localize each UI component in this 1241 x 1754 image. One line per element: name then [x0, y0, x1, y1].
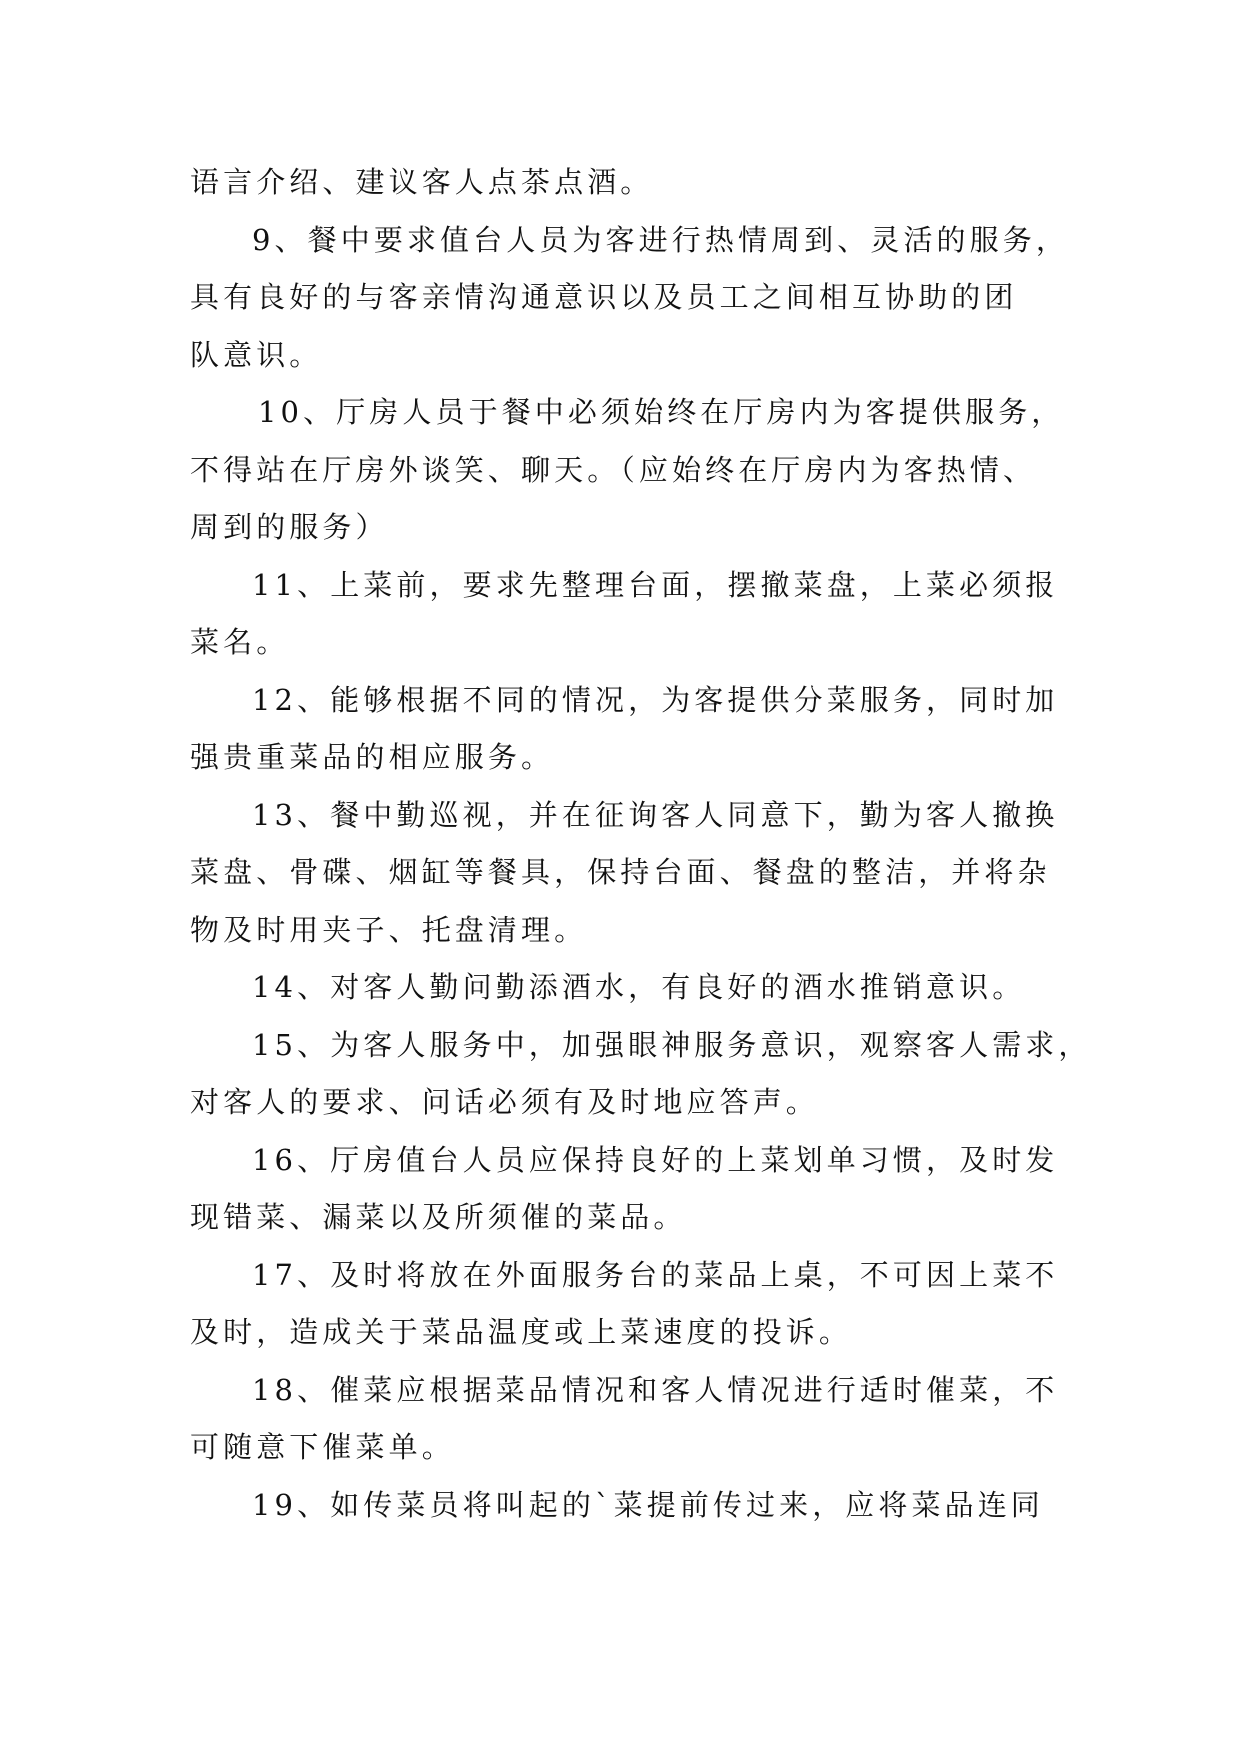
paragraph-item-10 [190, 384, 1065, 557]
text-line: 10、厅房人员于餐中必须始终在厅房内为客提供服务， [258, 395, 1065, 429]
paragraph-item-11 [190, 557, 1059, 672]
text-line: 15、为客人服务中，加强眼神服务意识，观察客人需求， [252, 1027, 1092, 1062]
paragraph-item-14 [190, 959, 1050, 1017]
text-line: 现错菜、漏菜以及所须催的菜品。 [190, 1200, 687, 1234]
text-line: 16、厅房值台人员应保持良好的上菜划单习惯，及时发 [252, 1142, 1059, 1177]
text-line: 11、上菜前，要求先整理台面，摆撤菜盘，上菜必须报 [252, 567, 1059, 602]
text-line: 18、催菜应根据菜品情况和客人情况进行适时催菜，不 [252, 1372, 1059, 1407]
text-line: 菜盘、骨碟、烟缸等餐具，保持台面、餐盘的整洁，并将杂 [190, 855, 1051, 889]
text-line: 菜名。 [190, 625, 290, 659]
text-line: 对客人的要求、问话必须有及时地应答声。 [190, 1085, 819, 1119]
paragraph-continued [190, 154, 1050, 212]
text-line: 12、能够根据不同的情况，为客提供分菜服务，同时加 [252, 682, 1059, 717]
text-line: 9、餐中要求值台人员为客进行热情周到、灵活的服务， [252, 222, 1069, 257]
text-line: 周到的服务） [190, 510, 389, 544]
paragraph-item-15 [190, 1017, 1092, 1132]
text-line: 14、对客人勤问勤添酒水，有良好的酒水推销意识。 [252, 970, 1026, 1004]
paragraph-item-17 [190, 1247, 1059, 1362]
text-line: 强贵重菜品的相应服务。 [190, 740, 555, 774]
paragraph-item-13 [190, 787, 1059, 960]
text-line: 语言介绍、建议客人点茶点酒。 [190, 165, 654, 199]
text-line: 不得站在厅房外谈笑、聊天。（应始终在厅房内为客热情、 [190, 452, 1037, 487]
text-line: 及时，造成关于菜品温度或上菜速度的投诉。 [190, 1315, 853, 1349]
text-line: 具有良好的与客亲情沟通意识以及员工之间相互协助的团 [190, 280, 1018, 314]
text-line: 19、如传菜员将叫起的`菜提前传过来，应将菜品连同 [252, 1487, 1044, 1522]
text-line: 17、及时将放在外面服务台的菜品上桌，不可因上菜不 [252, 1257, 1059, 1292]
paragraph-item-16 [190, 1132, 1059, 1247]
text-line: 物及时用夹子、托盘清理。 [190, 912, 588, 947]
paragraph-item-12 [190, 672, 1059, 787]
paragraph-item-9 [190, 212, 1069, 385]
text-line: 队意识。 [190, 337, 323, 372]
paragraph-item-19 [190, 1477, 1050, 1535]
text-line: 13、餐中勤巡视，并在征询客人同意下，勤为客人撤换 [252, 797, 1059, 832]
document-body [190, 154, 1092, 1534]
paragraph-item-18 [190, 1362, 1059, 1477]
text-line: 可随意下催菜单。 [190, 1430, 455, 1464]
